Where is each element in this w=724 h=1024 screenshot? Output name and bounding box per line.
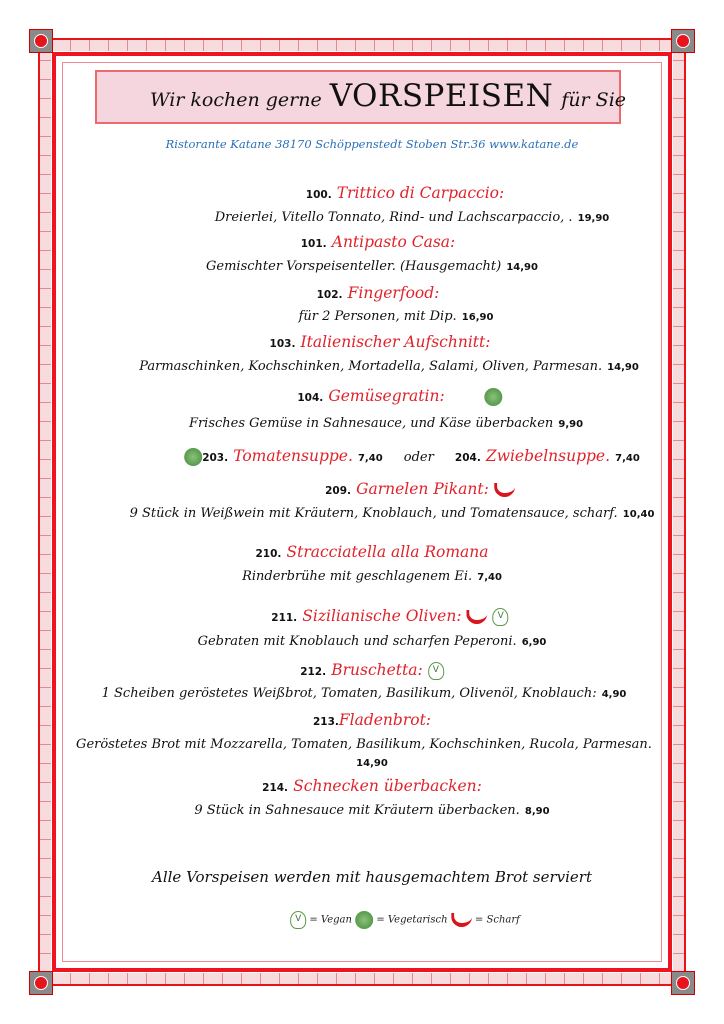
menu-item-title xyxy=(317,283,440,302)
item-price: 10,40 xyxy=(622,509,655,520)
item-number: 102. xyxy=(316,289,343,301)
footer-note: Alle Vorspeisen werden mit hausgemachtem Brot serviert xyxy=(152,868,592,886)
item-description: Parmaschinken, Kochschinken, Mortadella, Salami, Oliven, Parmesan. xyxy=(139,359,603,374)
menu-item-desc xyxy=(242,565,502,584)
item-description: Rinderbrühe mit geschlagenem Ei. xyxy=(242,569,473,584)
border-tiles-right xyxy=(673,52,684,972)
item-description: Dreierlei, Vitello Tonnato, Rind- und Lachscarpaccio, . xyxy=(214,210,573,225)
item-name: Trittico di Carpaccio: xyxy=(336,184,505,202)
legend xyxy=(290,911,520,929)
border-tiles-bottom xyxy=(52,973,672,984)
item-number: 101. xyxy=(300,238,327,250)
item-name: Tomatensuppe. xyxy=(233,447,353,465)
item-price: 8,90 xyxy=(524,806,550,817)
item-description: 9 Stück in Weißwein mit Kräutern, Knoblauch, und Tomatensauce, scharf. xyxy=(129,506,618,521)
legend-vegetarian: = Vegetarisch xyxy=(376,914,448,926)
menu-item-title xyxy=(313,710,431,729)
item-price: 7,40 xyxy=(615,453,640,464)
legend-spicy: = Scharf xyxy=(474,914,520,926)
menu-item-desc xyxy=(299,305,494,324)
item-name: Italienischer Aufschnitt: xyxy=(300,333,491,351)
item-description: Geröstetes Brot mit Mozzarella, Tomaten, Basilikum, Kochschinken, Rucola, Parmesan. xyxy=(76,737,652,752)
item-number: 209. xyxy=(325,485,352,497)
item-price: 9,90 xyxy=(558,419,584,430)
menu-item-desc xyxy=(102,682,627,701)
menu-item-title xyxy=(325,479,515,498)
item-price: 14,90 xyxy=(607,362,639,373)
menu-item-title xyxy=(306,183,504,202)
menu-item-price-line xyxy=(356,751,388,770)
item-name: Bruschetta: xyxy=(331,661,423,679)
restaurant-address: Ristorante Katane 38170 Schöppenstedt Stoben Str.36 www.katane.de xyxy=(165,137,579,151)
menu-item-desc xyxy=(194,799,549,818)
item-price: 16,90 xyxy=(461,312,494,323)
menu-item-desc xyxy=(215,206,610,225)
chili-icon xyxy=(451,913,472,927)
item-price: 6,90 xyxy=(521,637,547,648)
item-price: 4,90 xyxy=(601,689,627,700)
item-number: 103. xyxy=(269,338,296,350)
chili-icon xyxy=(494,483,515,497)
item-number: 203. xyxy=(202,452,229,464)
menu-item-desc xyxy=(189,412,583,431)
menu-item-title xyxy=(270,332,491,351)
item-number: 214. xyxy=(262,782,289,794)
menu-item-title xyxy=(301,232,456,251)
border-tiles-top xyxy=(52,40,672,51)
oder-label: oder xyxy=(403,450,434,465)
item-name: Garnelen Pikant: xyxy=(356,480,489,498)
item-description: 9 Stück in Sahnesauce mit Kräutern überbacken. xyxy=(194,803,520,818)
vegetarian-icon xyxy=(485,388,503,406)
item-price: 14,90 xyxy=(506,262,538,273)
corner-ornament xyxy=(671,29,695,53)
title-main: VORSPEISEN xyxy=(329,78,554,114)
item-name: Antipasto Casa: xyxy=(331,233,456,251)
item-name: Schnecken überbacken: xyxy=(293,777,482,795)
item-description: Gebraten mit Knoblauch und scharfen Peperoni. xyxy=(197,634,517,649)
menu-item-title xyxy=(262,776,482,795)
menu-item-title xyxy=(271,606,508,626)
item-number: 210. xyxy=(255,548,282,560)
item-number: 100. xyxy=(305,189,332,201)
menu-item-desc xyxy=(130,502,655,521)
item-number: 212. xyxy=(300,666,327,678)
item-name: Fladenbrot: xyxy=(338,711,432,729)
item-description: für 2 Personen, mit Dip. xyxy=(298,309,457,324)
item-name: Gemüsegratin: xyxy=(328,387,445,405)
item-name: Sizilianische Oliven: xyxy=(302,607,462,625)
chili-icon xyxy=(467,610,488,624)
item-price: 7,40 xyxy=(477,572,502,583)
title-post: für Sie xyxy=(561,89,627,111)
item-number: 204. xyxy=(454,452,481,464)
menu-item-desc xyxy=(198,630,547,649)
soup-line xyxy=(184,446,640,466)
item-name: Stracciatella alla Romana xyxy=(286,543,489,561)
vegetarian-icon xyxy=(184,448,202,466)
menu-item-title xyxy=(300,660,444,680)
menu-item-title xyxy=(255,542,488,561)
item-price: 14,90 xyxy=(356,758,388,769)
legend-vegan: = Vegan xyxy=(309,914,352,926)
corner-ornament xyxy=(671,971,695,995)
vegetarian-icon xyxy=(355,911,373,929)
page-title xyxy=(150,78,626,114)
menu-item-desc xyxy=(206,255,538,274)
item-description: Frisches Gemüse in Sahnesauce, und Käse überbacken xyxy=(188,416,554,431)
menu-item-title xyxy=(297,386,502,406)
border-tiles-left xyxy=(40,52,51,972)
vegan-icon: V xyxy=(493,608,509,626)
item-number: 211. xyxy=(271,612,298,624)
item-description: 1 Scheiben geröstetes Weißbrot, Tomaten, Basilikum, Olivenöl, Knoblauch: xyxy=(101,686,597,701)
title-pre: Wir kochen gerne xyxy=(150,89,322,111)
menu-item-desc xyxy=(139,355,639,374)
item-price: 7,40 xyxy=(357,453,383,464)
corner-ornament xyxy=(29,29,53,53)
item-number: 104. xyxy=(297,392,324,404)
item-name: Zwiebelnsuppe. xyxy=(485,447,611,465)
item-description: Gemischter Vorspeisenteller. (Hausgemacht) xyxy=(206,259,502,274)
item-name: Fingerfood: xyxy=(347,284,440,302)
item-number: 213. xyxy=(312,716,339,728)
item-price: 19,90 xyxy=(577,213,610,224)
vegan-icon: V xyxy=(290,911,306,929)
menu-item-desc xyxy=(76,733,652,752)
vegan-icon: V xyxy=(428,662,444,680)
corner-ornament xyxy=(29,971,53,995)
